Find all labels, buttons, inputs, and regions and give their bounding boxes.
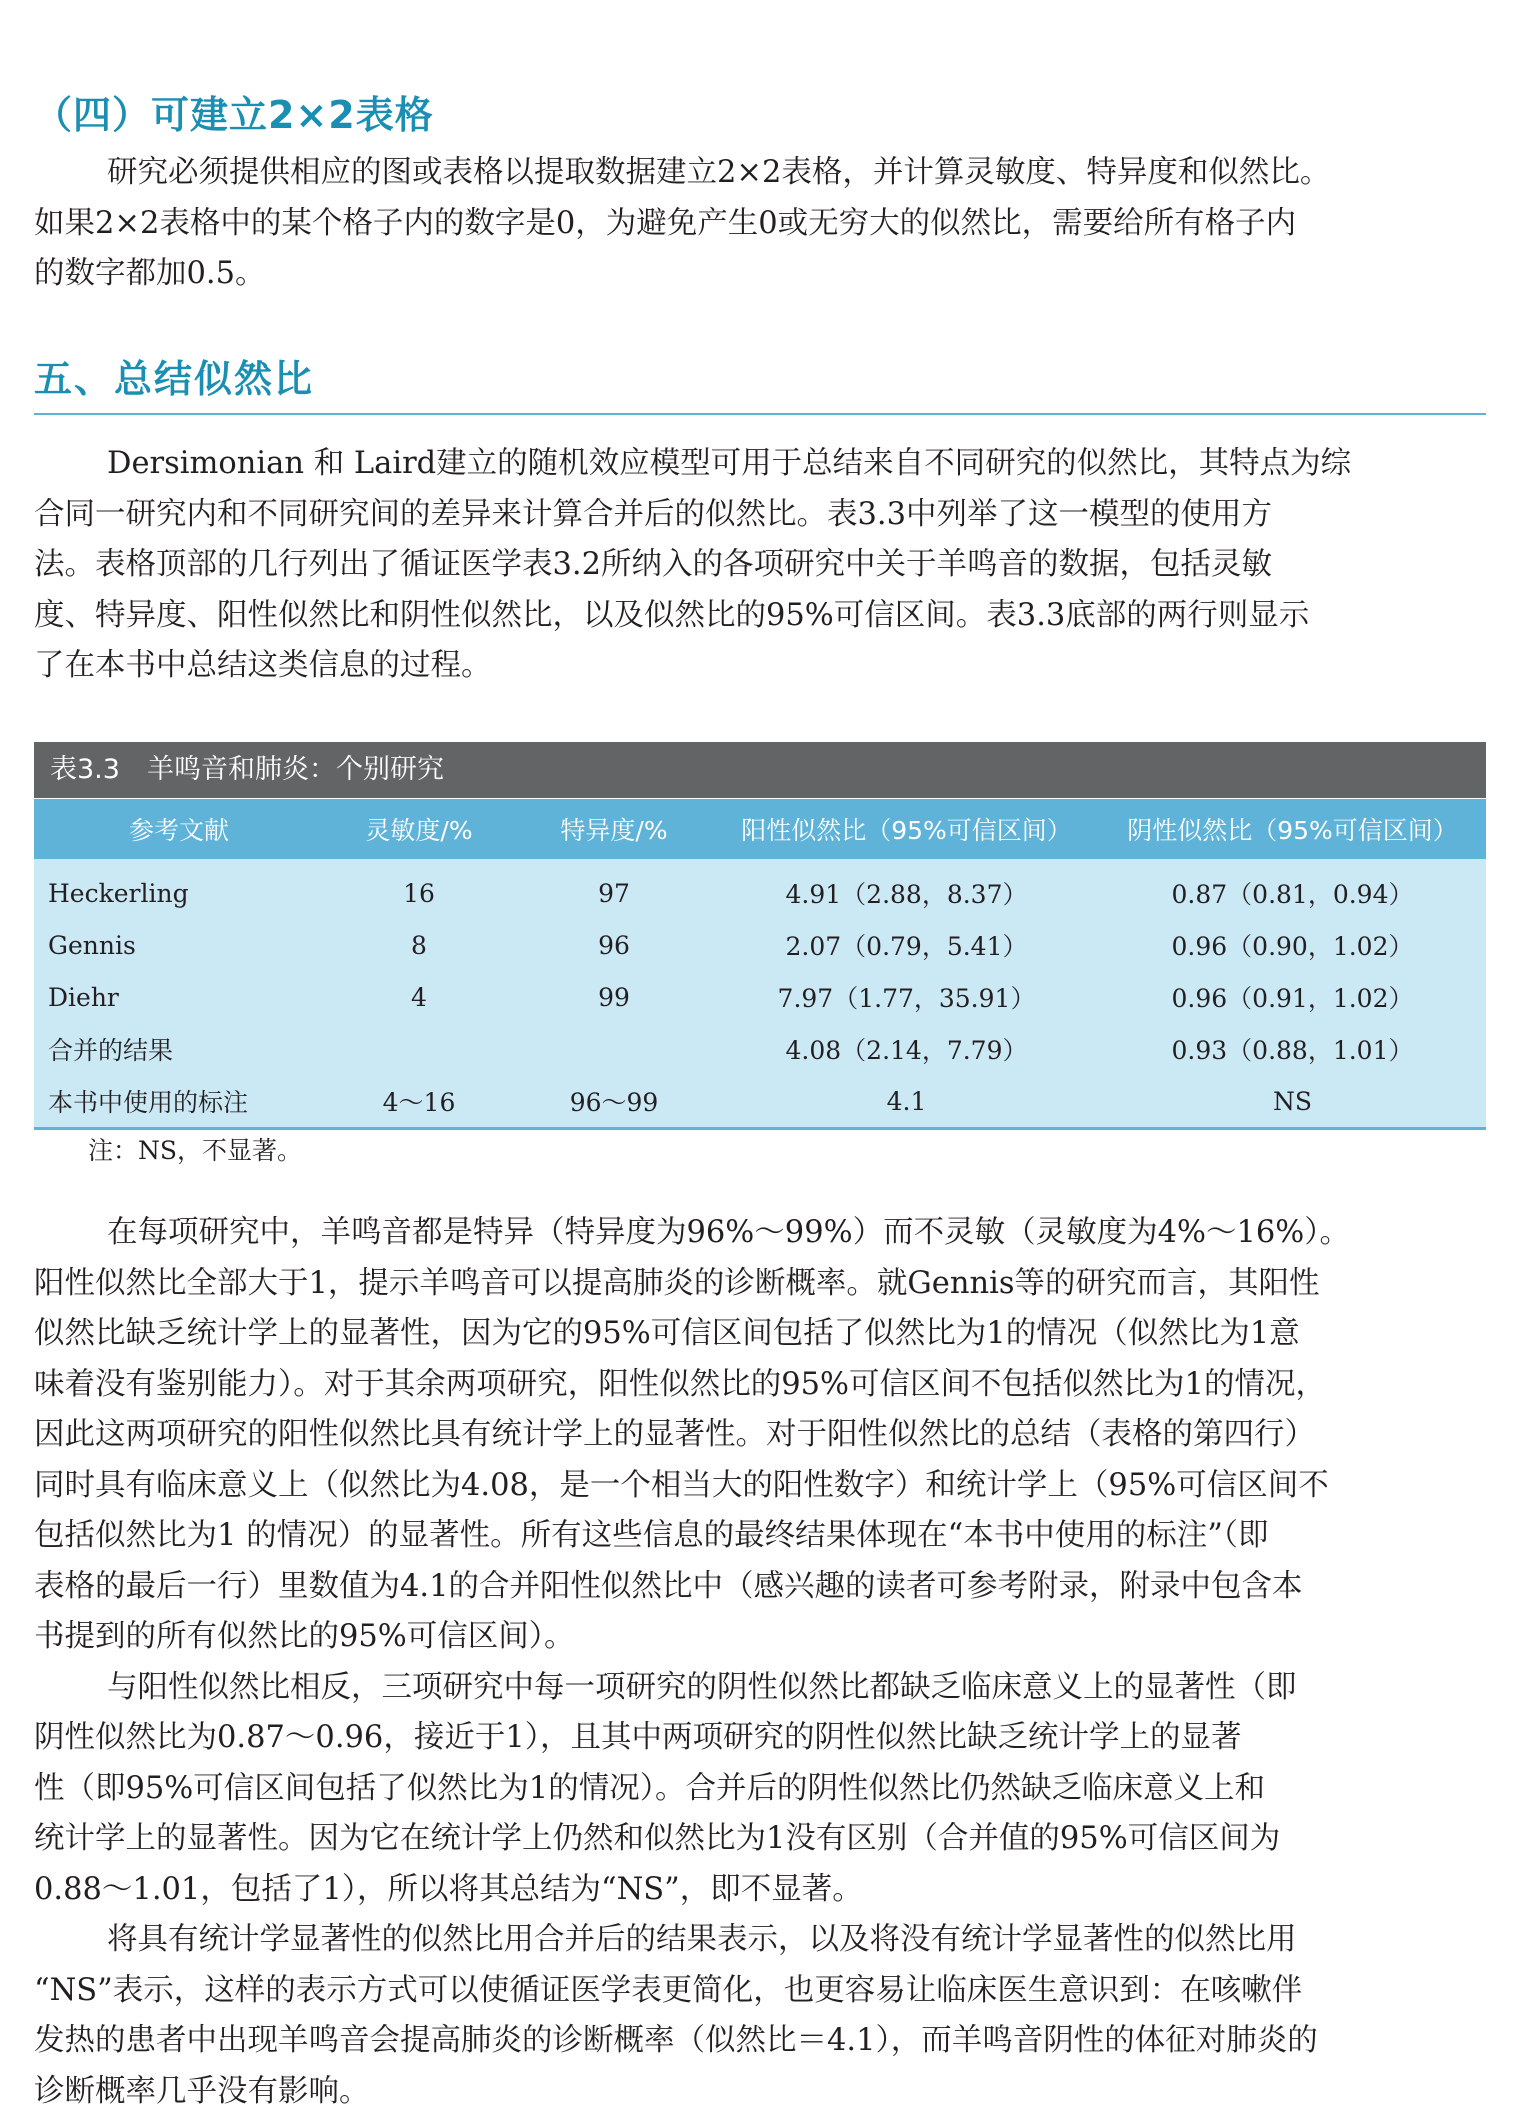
cell-reference: Gennis xyxy=(48,930,136,960)
text-line: 书提到的所有似然比的95%可信区间）。 xyxy=(34,1619,575,1654)
cell-sensitivity: 4 xyxy=(411,982,427,1012)
text-line: 阴性似然比为0.87～0.96，接近于1），且其中两项研究的阴性似然比缺乏统计学上的显著 xyxy=(34,1720,1242,1755)
cell-negative-lr: NS xyxy=(1272,1086,1312,1116)
cell-specificity: 96～99 xyxy=(569,1088,659,1117)
text-line: 因此这两项研究的阳性似然比具有统计学上的显著性。对于阳性似然比的总结（表格的第四行） xyxy=(34,1417,1315,1452)
table-3-3 xyxy=(34,742,1486,1130)
header-sensitivity: 灵敏度/% xyxy=(365,816,473,845)
text-line: 在每项研究中，羊鸣音都是特异（特异度为96%～99%）而不灵敏（灵敏度为4%～16%）。 xyxy=(107,1215,1351,1250)
text-line: 表格的最后一行）里数值为4.1的合并阳性似然比中（感兴趣的读者可参考附录，附录中包含本 xyxy=(34,1568,1303,1604)
text-line: 度、特异度、阳性似然比和阴性似然比，以及似然比的95%可信区间。表3.3底部的两行则显示 xyxy=(34,597,1310,633)
cell-negative-lr: 0.87（0.81，0.94） xyxy=(1171,880,1414,909)
section-heading-5: 五、总结似然比 xyxy=(34,348,1486,415)
text-line: 诊断概率几乎没有影响。 xyxy=(34,2073,370,2109)
cell-sensitivity: 8 xyxy=(411,930,427,960)
text-line: 合同一研究内和不同研究间的差异来计算合并后的似然比。表3.3中列举了这一模型的使用方 xyxy=(34,496,1273,532)
text-line: 研究必须提供相应的图或表格以提取数据建立2×2表格，并计算灵敏度、特异度和似然比。 xyxy=(107,155,1331,190)
table-title: 表3.3 羊鸣音和肺炎：个别研究 xyxy=(34,742,1486,798)
cell-reference: Heckerling xyxy=(48,878,189,908)
table-row xyxy=(34,1075,1486,1127)
text-line: 同时具有临床意义上（似然比为4.08，是一个相当大的阳性数字）和统计学上（95%可信区间不 xyxy=(34,1467,1329,1503)
paragraph-random-effects xyxy=(34,439,1486,692)
header-negative-lr: 阴性似然比（95%可信区间） xyxy=(1127,816,1458,845)
header-reference: 参考文献 xyxy=(128,816,229,845)
cell-specificity: 99 xyxy=(598,982,630,1012)
text-line: 统计学上的显著性。因为它在统计学上仍然和似然比为1没有区别（合并值的95%可信区间为 xyxy=(34,1821,1281,1856)
header-specificity: 特异度/% xyxy=(560,816,668,845)
table-body xyxy=(34,859,1486,1130)
cell-positive-lr: 4.08（2.14，7.79） xyxy=(785,1036,1028,1065)
text-line: 包括似然比为1 的情况）的显著性。所有这些信息的最终结果体现在“本书中使用的标注”（即 xyxy=(34,1518,1269,1553)
table-header-row xyxy=(34,798,1486,859)
paragraph-positive-lr xyxy=(34,1208,1486,2117)
cell-reference: Diehr xyxy=(48,982,119,1012)
text-line: 与阳性似然比相反，三项研究中每一项研究的阴性似然比都缺乏临床意义上的显著性（即 xyxy=(107,1669,1297,1705)
cell-negative-lr: 0.96（0.91，1.02） xyxy=(1171,984,1414,1013)
table-row xyxy=(34,867,1486,919)
text-line: Dersimonian 和 Laird建立的随机效应模型可用于总结来自不同研究的似然比，其特点为综 xyxy=(107,446,1352,481)
text-line: 0.88～1.01，包括了1），所以将其总结为“NS”，即不显著。 xyxy=(34,1871,863,1907)
text-line: 似然比缺乏统计学上的显著性，因为它的95%可信区间包括了似然比为1的情况（似然比为1意 xyxy=(34,1316,1300,1351)
table-row xyxy=(34,919,1486,971)
text-line: “NS”表示，这样的表示方式可以使循证医学表更简化，也更容易让临床医生意识到：在咳嗽伴 xyxy=(34,1972,1303,2008)
text-line: 发热的患者中出现羊鸣音会提高肺炎的诊断概率（似然比＝4.1），而羊鸣音阴性的体征对肺炎的 xyxy=(34,2023,1318,2058)
cell-positive-lr: 4.1 xyxy=(886,1086,927,1116)
text-line: 性（即95%可信区间包括了似然比为1的情况）。合并后的阴性似然比仍然缺乏临床意义上和 xyxy=(34,1770,1265,1806)
text-line: 的数字都加0.5。 xyxy=(34,256,266,291)
table-row xyxy=(34,971,1486,1023)
paragraph-2x2-table xyxy=(34,148,1486,300)
cell-specificity: 96 xyxy=(598,930,630,960)
text-line: 味着没有鉴别能力）。对于其余两项研究，阳性似然比的95%可信区间不包括似然比为1的情况， xyxy=(34,1366,1326,1402)
cell-reference: 本书中使用的标注 xyxy=(48,1088,249,1117)
cell-negative-lr: 0.93（0.88，1.01） xyxy=(1171,1036,1414,1065)
cell-reference: 合并的结果 xyxy=(48,1036,174,1065)
cell-sensitivity: 16 xyxy=(403,878,435,908)
cell-negative-lr: 0.96（0.90，1.02） xyxy=(1171,932,1414,961)
text-line: 将具有统计学显著性的似然比用合并后的结果表示，以及将没有统计学显著性的似然比用 xyxy=(107,1922,1297,1957)
table-row xyxy=(34,1023,1486,1075)
text-line: 了在本书中总结这类信息的过程。 xyxy=(34,648,492,683)
section-heading-4: （四）可建立2×2表格 xyxy=(34,93,434,137)
cell-positive-lr: 2.07（0.79，5.41） xyxy=(785,932,1028,961)
header-positive-lr: 阳性似然比（95%可信区间） xyxy=(741,816,1072,845)
cell-sensitivity: 4～16 xyxy=(382,1088,456,1117)
table-note: 注：NS，不显著。 xyxy=(88,1136,303,1165)
cell-positive-lr: 7.97（1.77，35.91） xyxy=(777,984,1036,1013)
cell-specificity: 97 xyxy=(598,878,630,908)
text-line: 如果2×2表格中的某个格子内的数字是0，为避免产生0或无穷大的似然比，需要给所有格子内 xyxy=(34,205,1297,241)
text-line: 阳性似然比全部大于1，提示羊鸣音可以提高肺炎的诊断概率。就Gennis等的研究而言，其阳性 xyxy=(34,1265,1320,1301)
text-line: 法。表格顶部的几行列出了循证医学表3.2所纳入的各项研究中关于羊鸣音的数据，包括灵敏 xyxy=(34,547,1273,582)
cell-positive-lr: 4.91（2.88，8.37） xyxy=(785,880,1028,909)
